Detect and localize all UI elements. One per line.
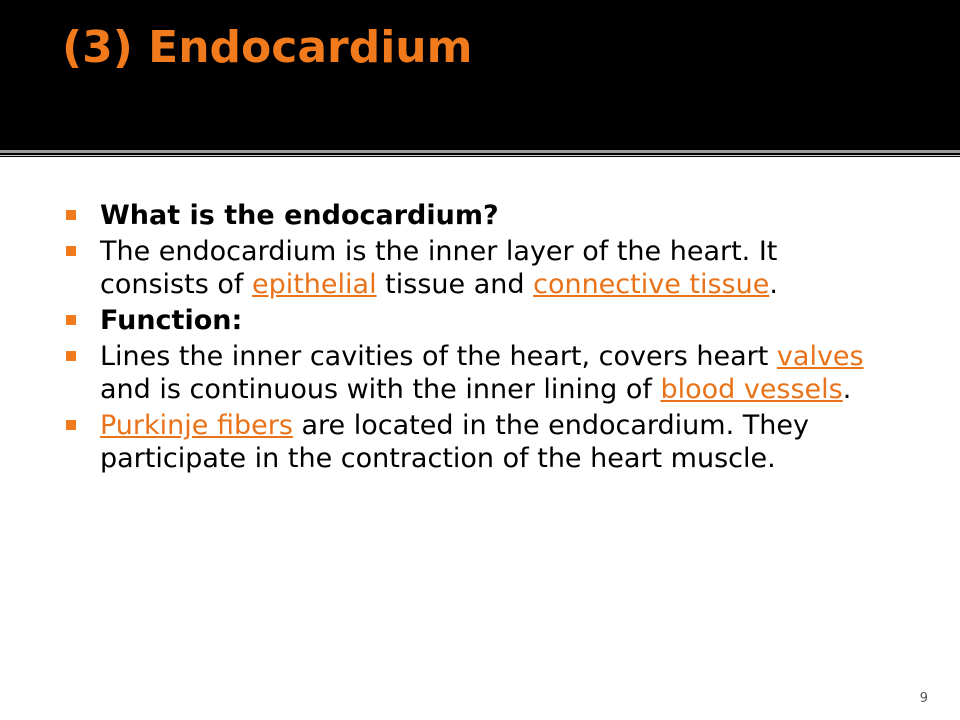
square-bullet-icon: [66, 315, 76, 325]
square-bullet-icon: [66, 246, 76, 256]
link-blood-vessels[interactable]: blood vessels: [660, 374, 843, 405]
bullet-item-function: [66, 340, 866, 406]
slide-body: [0, 157, 960, 720]
bullet-item-purkinje: [66, 409, 866, 475]
square-bullet-icon: [66, 351, 76, 361]
bullet-item-function-heading: [66, 304, 866, 337]
bullet-text: .: [842, 374, 852, 405]
title-divider: [0, 150, 960, 153]
title-divider-thin: [0, 155, 960, 156]
link-purkinje-fibers[interactable]: Purkinje fibers: [100, 410, 293, 441]
title-bar: [0, 0, 960, 150]
bullet-text: Lines the inner cavities of the heart, covers heart: [100, 341, 777, 372]
bullet-text: .: [769, 269, 778, 300]
bullet-list: [66, 199, 866, 478]
bullet-text: tissue and: [376, 269, 534, 300]
link-valves[interactable]: valves: [776, 341, 864, 372]
square-bullet-icon: [66, 210, 76, 220]
bullet-text: Function:: [100, 305, 243, 336]
slide-title: (3) Endocardium: [62, 22, 473, 73]
bullet-item-question: [66, 199, 866, 232]
bullet-item-definition: [66, 235, 866, 301]
bullet-text: What is the endocardium?: [100, 200, 499, 231]
bullet-text: and is continuous with the inner lining of: [100, 374, 661, 405]
square-bullet-icon: [66, 420, 76, 430]
link-epithelial[interactable]: epithelial: [251, 269, 377, 300]
page-number: 9: [919, 691, 928, 706]
bullet-text: The endocardium is the inner layer of the heart. It consists of: [100, 236, 778, 300]
link-connective-tissue[interactable]: connective tissue: [533, 269, 770, 300]
bullet-text: are located in the endocardium. They participate in the contraction of the heart muscle.: [100, 410, 809, 474]
